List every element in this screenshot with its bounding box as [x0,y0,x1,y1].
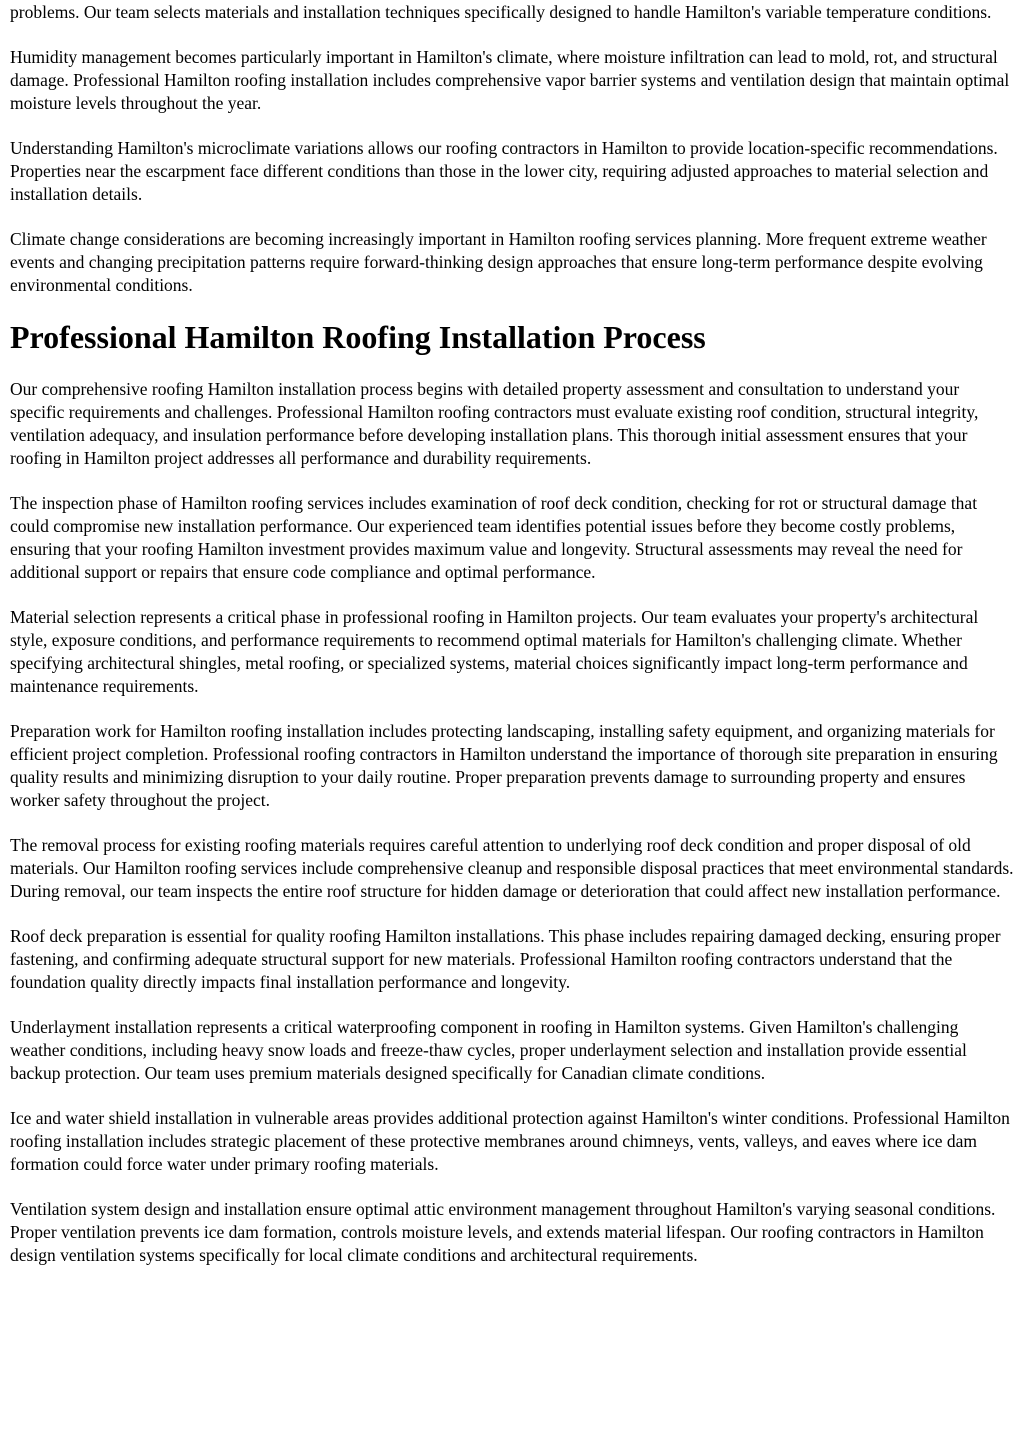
section-heading: Professional Hamilton Roofing Installation Process [10,319,706,355]
paragraph: Underlayment installation represents a critical waterproofing component in roofing in Hamilton systems. Given Hamilton's challenging weather conditions, including heavy snow loads and freeze-thaw cycles, proper underlayment selection and installation provide essential backup protection. Our team uses premium materials designed specifically for Canadian climate conditions. [10,1017,967,1083]
paragraph: Roof deck preparation is essential for quality roofing Hamilton installations. This phase includes repairing damaged decking, ensuring proper fastening, and confirming adequate structural support for new materials. Professional Hamilton roofing contractors understand that the foundation quality directly impacts final installation performance and longevity. [10,926,1001,992]
paragraph: Material selection represents a critical phase in professional roofing in Hamilton projects. Our team evaluates your property's architectural style, exposure conditions, and performance requirements to recommend optimal materials for Hamilton's challenging climate. Whether specifying architectural shingles, metal roofing, or specialized systems, material choices significantly impact long-term performance and maintenance requirements. [10,607,979,696]
paragraph: Ice and water shield installation in vulnerable areas provides additional protection against Hamilton's winter conditions. Professional Hamilton roofing installation includes strategic placement of these protective membranes around chimneys, vents, valleys, and eaves where ice dam formation could force water under primary roofing materials. [10,1108,1010,1174]
paragraph: Understanding Hamilton's microclimate variations allows our roofing contractors in Hamilton to provide location-specific recommendations. Properties near the escarpment face different conditions than those in the lower city, requiring adjusted approaches to material selection and installation details. [10,138,998,204]
paragraph: Ventilation system design and installation ensure optimal attic environment management throughout Hamilton's varying seasonal conditions. Proper ventilation prevents ice dam formation, controls moisture levels, and extends material lifespan. Our roofing contractors in Hamilton design ventilation systems specifically for local climate conditions and architectural requirements. [10,1199,996,1265]
paragraph: Climate change considerations are becoming increasingly important in Hamilton roofing services planning. More frequent extreme weather events and changing precipitation patterns require forward-thinking design approaches that ensure long-term performance despite evolving environmental conditions. [10,229,987,295]
paragraph: The removal process for existing roofing materials requires careful attention to underlying roof deck condition and proper disposal of old materials. Our Hamilton roofing services include comprehensive cleanup and responsible disposal practices that meet environmental standards. During removal, our team inspects the entire roof structure for hidden damage or deterioration that could affect new installation performance. [10,835,1014,901]
paragraph: Preparation work for Hamilton roofing installation includes protecting landscaping, installing safety equipment, and organizing materials for efficient project completion. Professional roofing contractors in Hamilton understand the importance of thorough site preparation in ensuring quality results and minimizing disruption to your daily routine. Proper preparation prevents damage to surrounding property and ensures worker safety throughout the project. [10,721,998,810]
paragraph-continuation: problems. Our team selects materials and installation techniques specifically designed to handle Hamilton's variable temperature conditions. [10,2,992,22]
paragraph: Humidity management becomes particularly important in Hamilton's climate, where moisture infiltration can lead to mold, rot, and structural damage. Professional Hamilton roofing installation includes comprehensive vapor barrier systems and ventilation design that maintain optimal moisture levels throughout the year. [10,47,1010,113]
paragraph: Our comprehensive roofing Hamilton installation process begins with detailed property assessment and consultation to understand your specific requirements and challenges. Professional Hamilton roofing contractors must evaluate existing roof condition, structural integrity, ventilation adequacy, and insulation performance before developing installation plans. This thorough initial assessment ensures that your roofing in Hamilton project addresses all performance and durability requirements. [10,379,979,468]
paragraph: The inspection phase of Hamilton roofing services includes examination of roof deck condition, checking for rot or structural damage that could compromise new installation performance. Our experienced team identifies potential issues before they become costly problems, ensuring that your roofing Hamilton investment provides maximum value and longevity. Structural assessments may reveal the need for additional support or repairs that ensure code compliance and optimal performance. [10,493,978,582]
